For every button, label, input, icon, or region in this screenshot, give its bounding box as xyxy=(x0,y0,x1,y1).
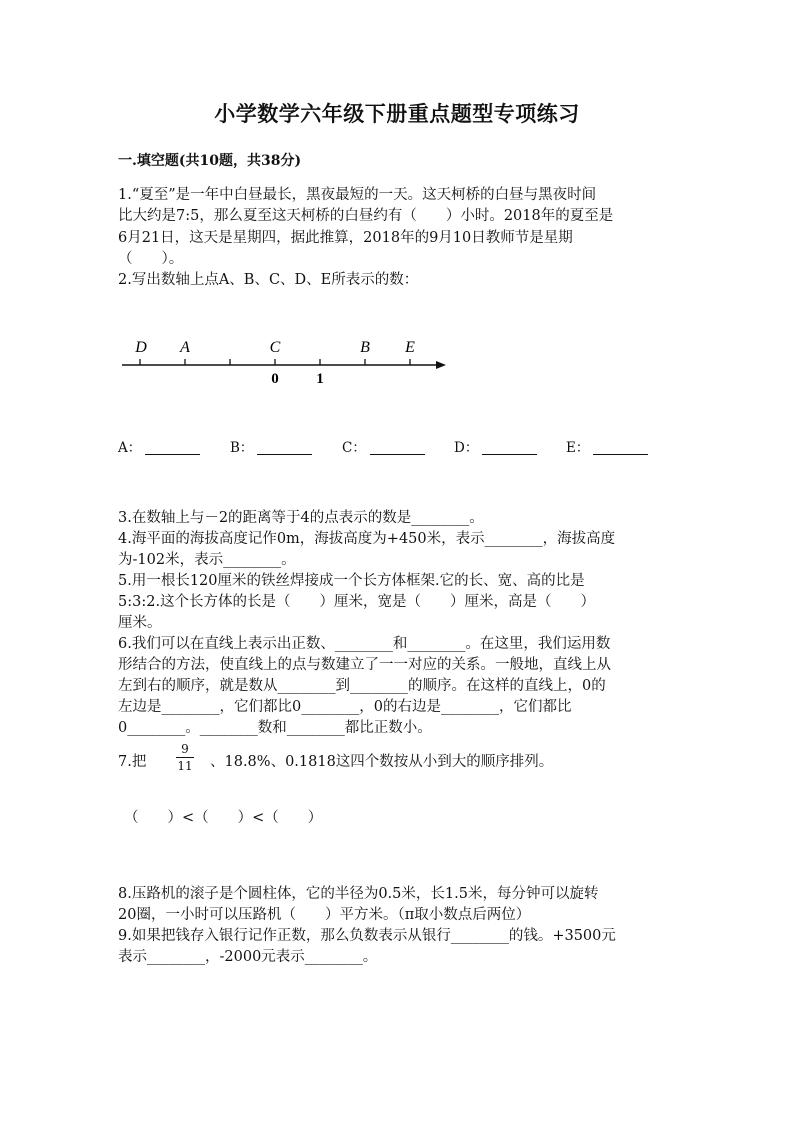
question-1-line-3: 6月21日，这天是星期四，据此推算，2018年的9月10日教师节是星期 xyxy=(118,230,573,246)
answer-a-label: A： xyxy=(118,440,142,456)
question-5-line-1: 5.用一根长120厘米的铁丝焊接成一个长方体框架.它的长、宽、高的比是 xyxy=(118,573,585,589)
point-label-d: D xyxy=(135,339,147,356)
point-label-c: C xyxy=(269,339,281,356)
answer-blanks-row xyxy=(0,436,794,456)
question-4-line-2: 为-102米，表示________。 xyxy=(118,552,296,568)
tick-label-zero: 0 xyxy=(271,371,279,387)
fraction-bar xyxy=(176,757,194,758)
fraction xyxy=(176,742,194,773)
question-3: 3.在数轴上与－2的距离等于4的点表示的数是________。 xyxy=(118,510,484,526)
question-4-line-1: 4.海平面的海拔高度记作0m，海拔高度为+450米，表示________，海拔高度 xyxy=(118,531,616,547)
question-1-line-1: 1.“夏至”是一年中白昼最长，黑夜最短的一天。这天柯桥的白昼与黑夜时间 xyxy=(118,187,597,203)
question-9-line-1: 9.如果把钱存入银行记作正数，那么负数表示从银行________的钱。+3500元 xyxy=(118,928,616,944)
number-line-figure xyxy=(110,330,460,390)
answer-b-blank[interactable] xyxy=(257,440,312,455)
answer-c-label: C： xyxy=(342,440,366,456)
question-6-line-4: 左边是________，它们都比0________，0的右边是________，它们都比 xyxy=(118,699,572,715)
point-label-a: A xyxy=(180,339,190,356)
answer-d-label: D： xyxy=(454,440,479,456)
answer-e-blank[interactable] xyxy=(593,440,648,455)
question-8-line-1: 8.压路机的滚子是个圆柱体，它的半径为0.5米，长1.5米，每分钟可以旋转 xyxy=(118,886,599,902)
point-label-b: B xyxy=(360,339,370,356)
question-1-line-4: （ ）。 xyxy=(118,251,184,267)
answer-b xyxy=(230,436,312,456)
question-9-line-2: 表示________，-2000元表示________。 xyxy=(118,949,378,965)
question-6-line-2: 形结合的方法，使直线上的点与数建立了一一对应的关系。一般地，直线上从 xyxy=(118,657,611,673)
tick-label-one: 1 xyxy=(316,371,324,387)
answer-c-blank[interactable] xyxy=(370,440,425,455)
answer-a xyxy=(118,436,200,456)
question-5-line-2: 5:3:2.这个长方体的长是（ ）厘米，宽是（ ）厘米，高是（ ） xyxy=(118,594,596,610)
page-title: 小学数学六年级下册重点题型专项练习 xyxy=(214,101,580,126)
number-line-arrow xyxy=(436,361,446,369)
answer-d-blank[interactable] xyxy=(482,440,537,455)
question-6-line-5: 0________。________数和________都比正数小。 xyxy=(118,720,432,736)
question-2: 2.写出数轴上点A、B、C、D、E所表示的数： xyxy=(118,272,419,288)
point-label-e: E xyxy=(405,339,415,356)
question-7-text: 、18.8%、0.1818这四个数按从小到大的顺序排列。 xyxy=(210,754,554,770)
answer-c xyxy=(342,436,425,456)
question-6-line-3: 左到右的顺序，就是数从________到________的顺序。在这样的直线上，0的 xyxy=(118,678,606,694)
question-5-line-3: 厘米。 xyxy=(118,615,162,631)
question-8-line-2: 20圈，一小时可以压路机（ ）平方米。（π取小数点后两位） xyxy=(118,907,531,923)
answer-a-blank[interactable] xyxy=(145,440,200,455)
fraction-numerator: 9 xyxy=(181,742,189,756)
answer-e-label: E： xyxy=(566,440,590,456)
fraction-denominator: 11 xyxy=(177,759,193,773)
question-6-line-1: 6.我们可以在直线上表示出正数、________和________。在这里，我们运用数 xyxy=(118,636,611,652)
answer-e xyxy=(566,436,648,456)
question-7-order-blanks: （ ）<（ ）<（ ） xyxy=(124,810,323,826)
question-7-prefix: 7.把 xyxy=(118,754,147,770)
question-7 xyxy=(118,740,718,780)
section-heading: 一.填空题(共10题，共38分) xyxy=(118,153,302,169)
answer-d xyxy=(454,436,537,456)
answer-b-label: B： xyxy=(230,440,254,456)
question-1-line-2: 比大约是7:5，那么夏至这天柯桥的白昼约有（ ）小时。2018年的夏至是 xyxy=(118,208,614,224)
